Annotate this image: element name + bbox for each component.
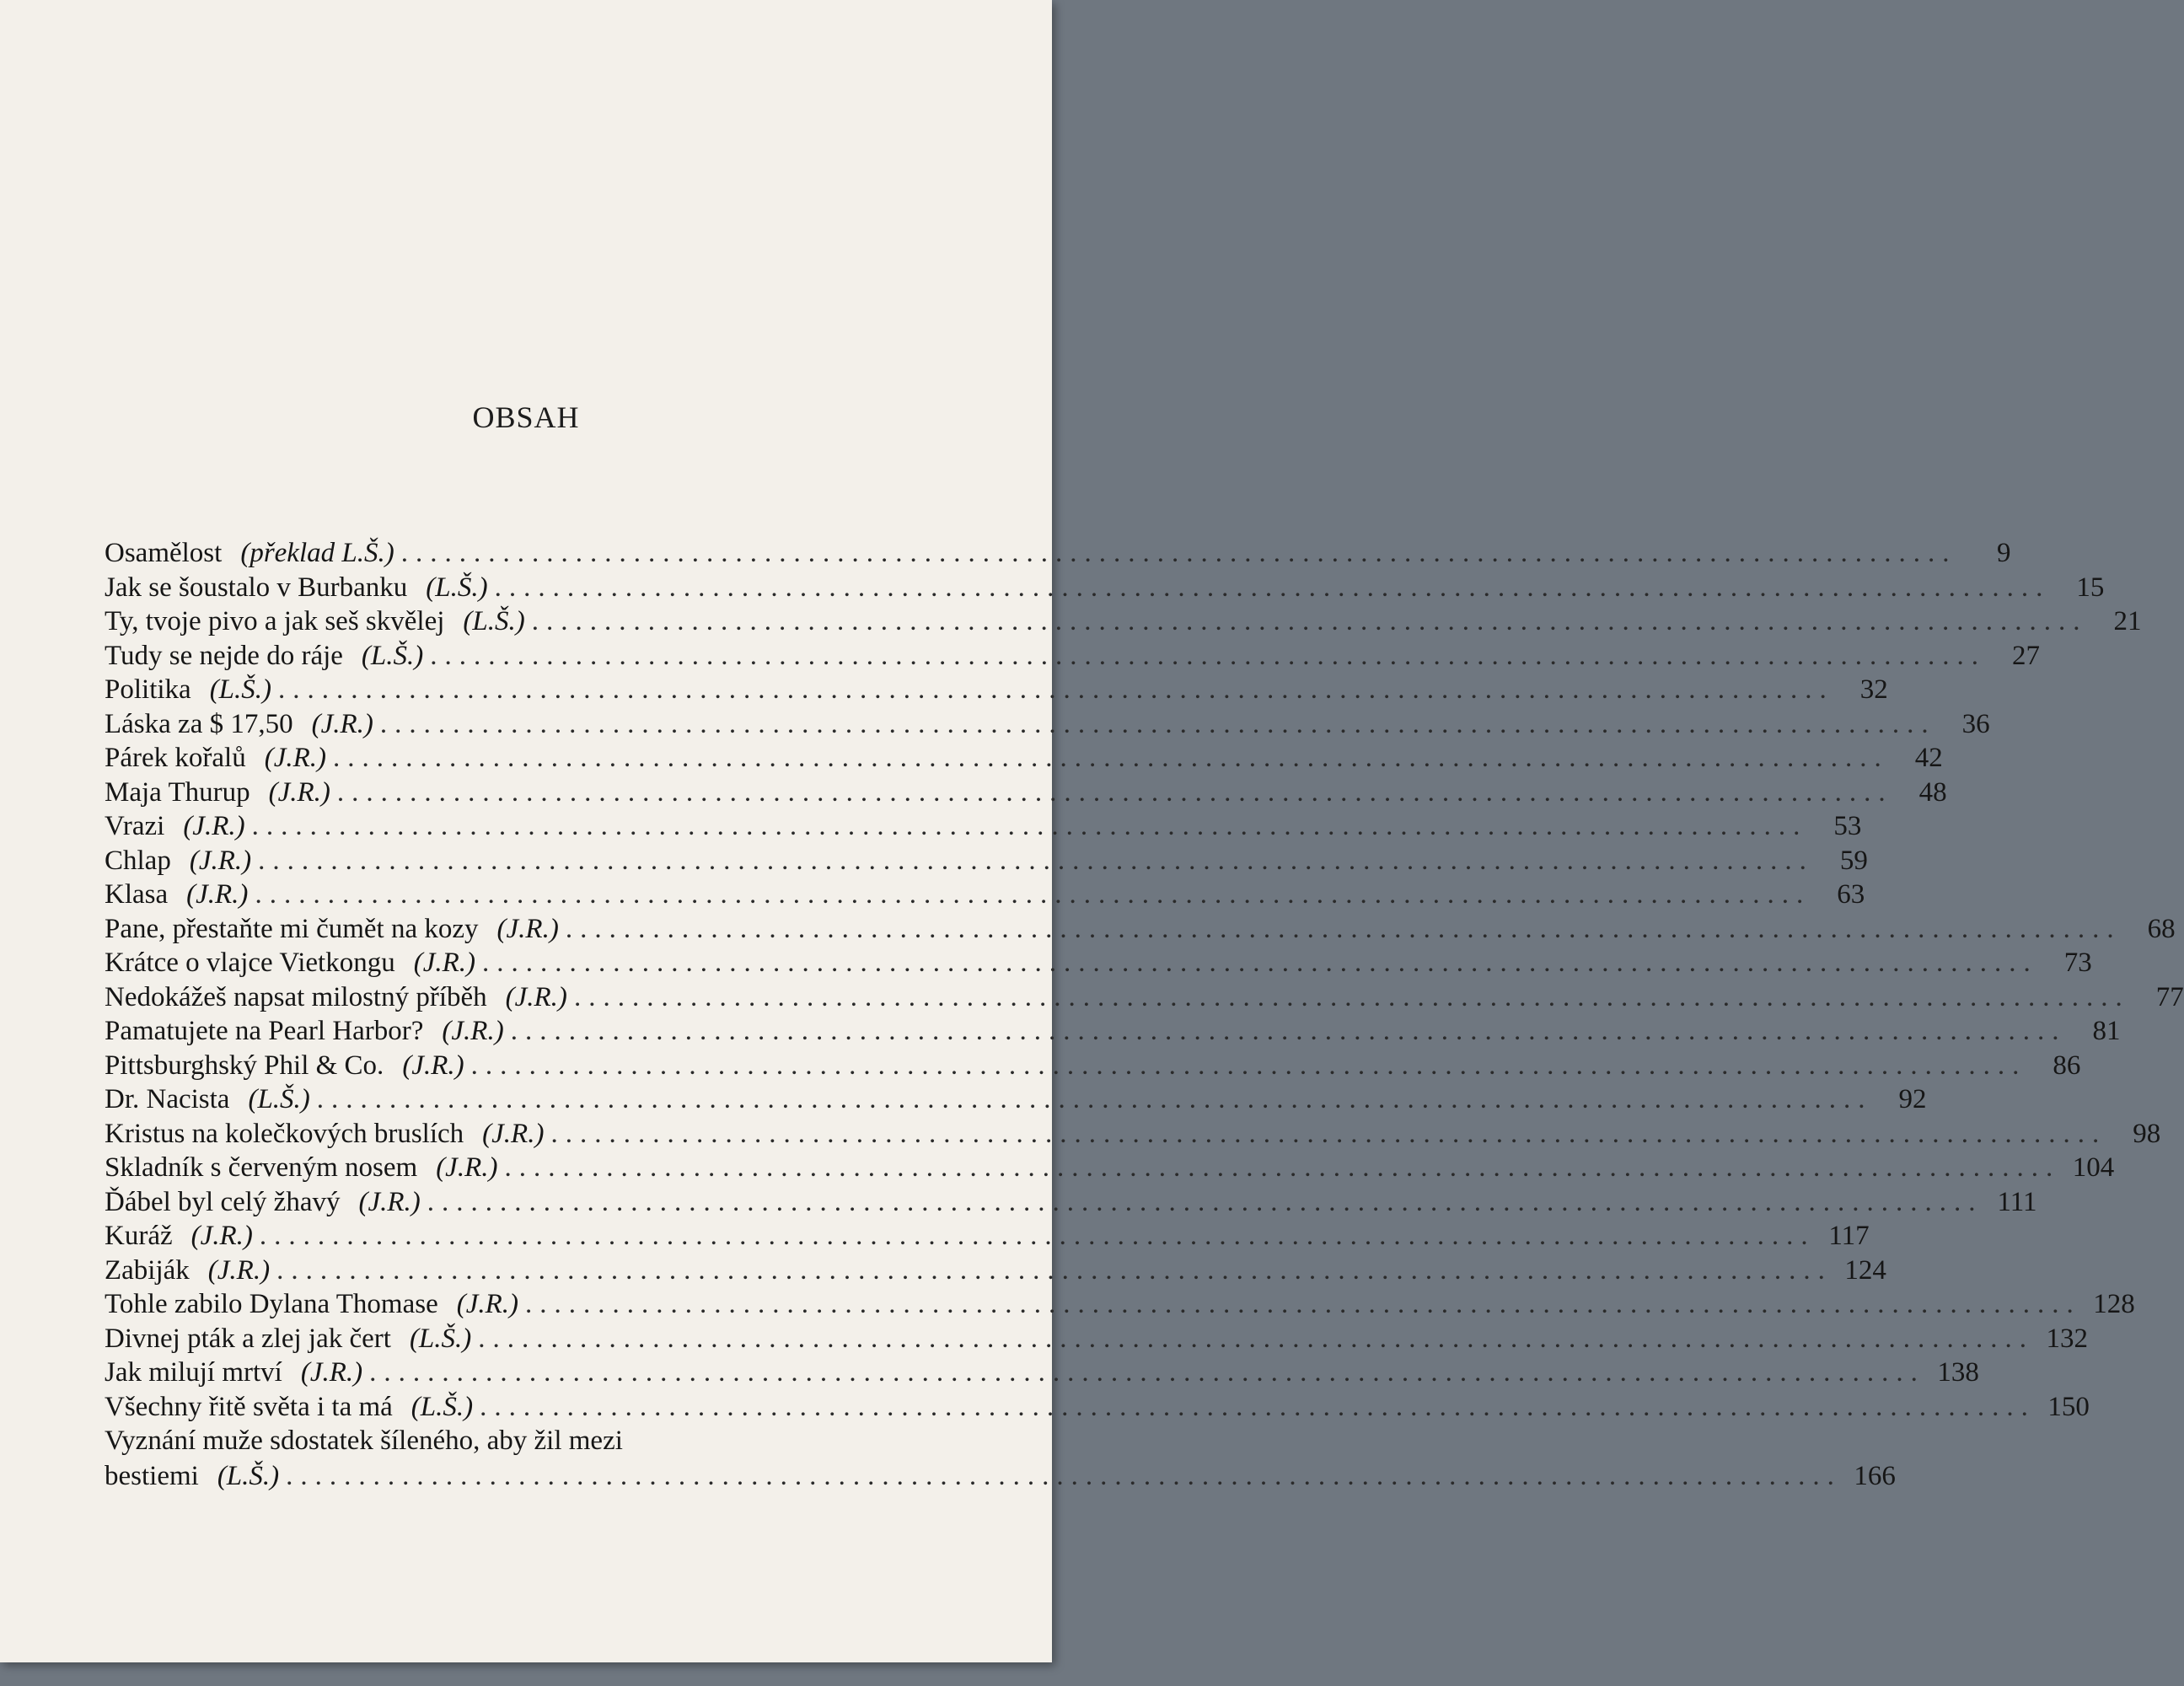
toc-entry-translator: (J.R.)	[190, 1221, 253, 1251]
toc-entry-page: 27	[2012, 640, 2040, 671]
dot-leader: ...........................................................................................................	[379, 708, 1936, 739]
toc-entry-page: 98	[2133, 1118, 2161, 1149]
dot-leader: ...........................................................................................................	[316, 1084, 1873, 1114]
dot-leader: ...........................................................................................................	[333, 743, 1889, 773]
toc-entry-page: 132	[2046, 1323, 2089, 1354]
toc-entry-page: 15	[2076, 572, 2105, 603]
toc-entry	[105, 946, 2092, 980]
toc-entry-translator: (J.R.)	[186, 879, 249, 910]
toc-entry-title: Ty, tvoje pivo a jak seš skvělej	[105, 606, 445, 636]
toc-entry-title: Krátce o vlajce Vietkongu	[105, 948, 395, 978]
toc-entry	[105, 673, 1888, 707]
toc-entry	[105, 809, 1862, 844]
dot-leader: ...........................................................................................................	[470, 1050, 2027, 1081]
toc-entry-page: 92	[1898, 1084, 1927, 1114]
dot-leader: ...........................................................................................................	[286, 1461, 1842, 1491]
dot-leader: ...........................................................................................................	[369, 1357, 1925, 1388]
toc-entry-page: 53	[1833, 811, 1862, 841]
toc-entry-page: 63	[1837, 879, 1865, 910]
toc-entry-title: Nedokážeš napsat milostný příběh	[105, 981, 487, 1012]
toc-entry	[105, 1049, 2081, 1083]
toc-entry-title: Vrazi	[105, 811, 165, 841]
dot-leader: ...........................................................................................................	[482, 948, 2038, 978]
toc-entry-page: 117	[1828, 1221, 1870, 1251]
toc-entry-page: 36	[1961, 708, 1990, 739]
toc-entry	[105, 571, 2105, 605]
toc-entry-title: Tohle zabilo Dylana Thomase	[105, 1289, 438, 1319]
toc-entry-translator: (L.Š.)	[361, 640, 424, 671]
dot-leader: ...........................................................................................................	[478, 1323, 2035, 1354]
toc-entry-title: Skladník s červeným nosem	[105, 1152, 418, 1183]
toc-entry-translator: (L.Š.)	[409, 1323, 472, 1354]
toc-entry-wrapped-continuation	[105, 1459, 1896, 1494]
dot-leader: ...........................................................................................................	[276, 1254, 1833, 1286]
toc-entry-translator: (J.R.)	[505, 981, 567, 1012]
toc-entry-translator: (J.R.)	[402, 1050, 464, 1081]
toc-entry-title: Politika	[105, 674, 191, 705]
toc-entry-wrapped	[105, 1424, 968, 1459]
toc-entry-translator: (J.R.)	[189, 845, 252, 876]
toc-entry-title: Kristus na kolečkových bruslích	[105, 1118, 464, 1149]
toc-entry	[105, 1390, 2090, 1425]
toc-entry	[105, 1219, 1870, 1254]
toc-entry-page: 77	[2155, 981, 2184, 1012]
toc-entry-translator: (překlad L.Š.)	[240, 538, 394, 568]
toc-entry-title: Chlap	[105, 845, 171, 876]
toc-entry-title: Dr. Nacista	[105, 1084, 230, 1114]
toc-entry-translator: (J.R.)	[413, 948, 475, 978]
toc-entry-title: Zabiják	[105, 1254, 190, 1286]
toc-entry	[105, 980, 2184, 1015]
toc-entry-translator: (L.Š.)	[248, 1084, 310, 1114]
toc-entry	[105, 1254, 1886, 1288]
toc-entry-title-line1: Vyznání muže sdostatek šíleného, aby žil mezi	[105, 1426, 623, 1456]
toc-entry-translator: (J.R.)	[268, 776, 330, 808]
dot-leader: ...........................................................................................................	[494, 572, 2051, 603]
toc-entry-page: 86	[2053, 1050, 2081, 1081]
toc-entry-title: Klasa	[105, 879, 169, 910]
toc-entry-page: 32	[1859, 674, 1888, 705]
dot-leader: ...........................................................................................................	[251, 811, 1808, 841]
toc-entry-translator: (L.Š.)	[463, 606, 525, 636]
toc-entry-translator: (J.R.)	[311, 708, 373, 739]
dot-leader: ...........................................................................................................	[480, 1391, 2036, 1422]
toc-entry-translator: (J.R.)	[496, 913, 559, 944]
toc-entry	[105, 639, 2040, 674]
dot-leader: ...........................................................................................................	[259, 1221, 1816, 1251]
toc-entry-translator: (J.R.)	[183, 811, 245, 841]
toc-entry-translator: (L.Š.)	[426, 572, 488, 603]
dot-leader: ...........................................................................................................	[427, 1186, 1983, 1217]
table-of-contents	[105, 536, 2184, 1494]
dot-leader: ...........................................................................................................	[525, 1289, 2081, 1319]
toc-entry-page: 9	[1996, 538, 2011, 568]
toc-entry-title: Pittsburghský Phil & Co.	[105, 1050, 384, 1081]
toc-entry-title: Láska za $ 17,50	[105, 708, 293, 739]
toc-entry	[105, 536, 2011, 571]
toc-entry-title: Maja Thurup	[105, 776, 250, 808]
toc-entry-title: Jak se šoustalo v Burbanku	[105, 572, 408, 603]
toc-entry	[105, 1014, 2121, 1049]
toc-entry-translator: (J.R.)	[482, 1118, 545, 1149]
toc-entry-title: Kuráž	[105, 1221, 173, 1251]
toc-entry-title: Jak milují mrtví	[105, 1357, 282, 1388]
dot-leader: ...........................................................................................................	[510, 1016, 2067, 1046]
toc-entry-title: Pamatujete na Pearl Harbor?	[105, 1016, 424, 1046]
toc-entry-page: 166	[1854, 1461, 1896, 1491]
toc-entry	[105, 1287, 2135, 1322]
toc-entry	[105, 1151, 2115, 1185]
toc-entry	[105, 604, 2142, 639]
toc-entry-page: 128	[2093, 1289, 2135, 1319]
toc-entry-translator: (J.R.)	[207, 1254, 271, 1286]
toc-entry-translator: (L.Š.)	[217, 1461, 280, 1491]
toc-entry-title: Párek kořalů	[105, 743, 246, 773]
contents-heading: OBSAH	[472, 400, 580, 434]
toc-entry-translator: (L.Š.)	[411, 1391, 474, 1422]
toc-entry-translator: (J.R.)	[264, 743, 326, 773]
toc-entry-title: Tudy se nejde do ráje	[105, 640, 343, 671]
toc-entry	[105, 776, 1947, 810]
toc-entry-title-line2: bestiemi	[105, 1461, 199, 1491]
toc-entry-page: 42	[1914, 743, 1943, 773]
dot-leader: ...........................................................................................................	[550, 1118, 2107, 1149]
dot-leader: ...........................................................................................................	[573, 981, 2130, 1012]
toc-entry-translator: (L.Š.)	[209, 674, 272, 705]
toc-entry-page: 21	[2113, 606, 2142, 636]
dot-leader: ...........................................................................................................	[336, 776, 1893, 808]
dot-leader: ...........................................................................................................	[531, 606, 2088, 636]
toc-entry-page: 111	[1997, 1186, 2037, 1217]
toc-entry-title: Divnej pták a zlej jak čert	[105, 1323, 391, 1354]
toc-entry-page: 59	[1839, 845, 1868, 876]
toc-entry-page: 104	[2072, 1152, 2115, 1183]
toc-entry	[105, 707, 1990, 742]
toc-entry-translator: (J.R.)	[358, 1186, 421, 1217]
dot-leader: ...........................................................................................................	[504, 1152, 2061, 1183]
toc-entry-translator: (J.R.)	[300, 1357, 363, 1388]
toc-entry-page: 150	[2047, 1391, 2090, 1422]
toc-entry	[105, 1185, 2037, 1220]
toc-entry-page: 138	[1937, 1357, 1979, 1388]
dot-leader: ...........................................................................................................	[258, 845, 1814, 876]
toc-entry	[105, 844, 1868, 878]
toc-entry	[105, 1356, 1979, 1390]
toc-entry-page: 73	[2063, 948, 2092, 978]
dot-leader: ...........................................................................................................	[400, 538, 1957, 568]
toc-entry	[105, 741, 1943, 776]
toc-entry	[105, 1117, 2161, 1152]
toc-entry-title: Pane, přestaňte mi čumět na kozy	[105, 913, 479, 944]
toc-entry	[105, 878, 1865, 912]
toc-entry-page: 124	[1844, 1254, 1886, 1286]
dot-leader: ...........................................................................................................	[430, 640, 1986, 671]
toc-entry	[105, 1322, 2089, 1356]
dot-leader: ...........................................................................................................	[255, 879, 1811, 910]
toc-entry-translator: (J.R.)	[442, 1016, 504, 1046]
toc-entry-title: Všechny řitě světa i ta má	[105, 1391, 393, 1422]
toc-entry-title: Osamělost	[105, 538, 223, 568]
toc-entry-translator: (J.R.)	[456, 1289, 519, 1319]
toc-entry-title: Ďábel byl celý žhavý	[105, 1186, 341, 1217]
toc-entry-translator: (J.R.)	[436, 1152, 498, 1183]
toc-entry	[105, 1082, 1927, 1117]
toc-entry-page: 81	[2092, 1016, 2121, 1046]
dot-leader: ...........................................................................................................	[565, 913, 2122, 944]
dot-leader: ...........................................................................................................	[278, 674, 1834, 705]
toc-entry-page: 48	[1918, 776, 1947, 808]
toc-entry-page: 68	[2147, 913, 2176, 944]
toc-entry	[105, 912, 2176, 947]
